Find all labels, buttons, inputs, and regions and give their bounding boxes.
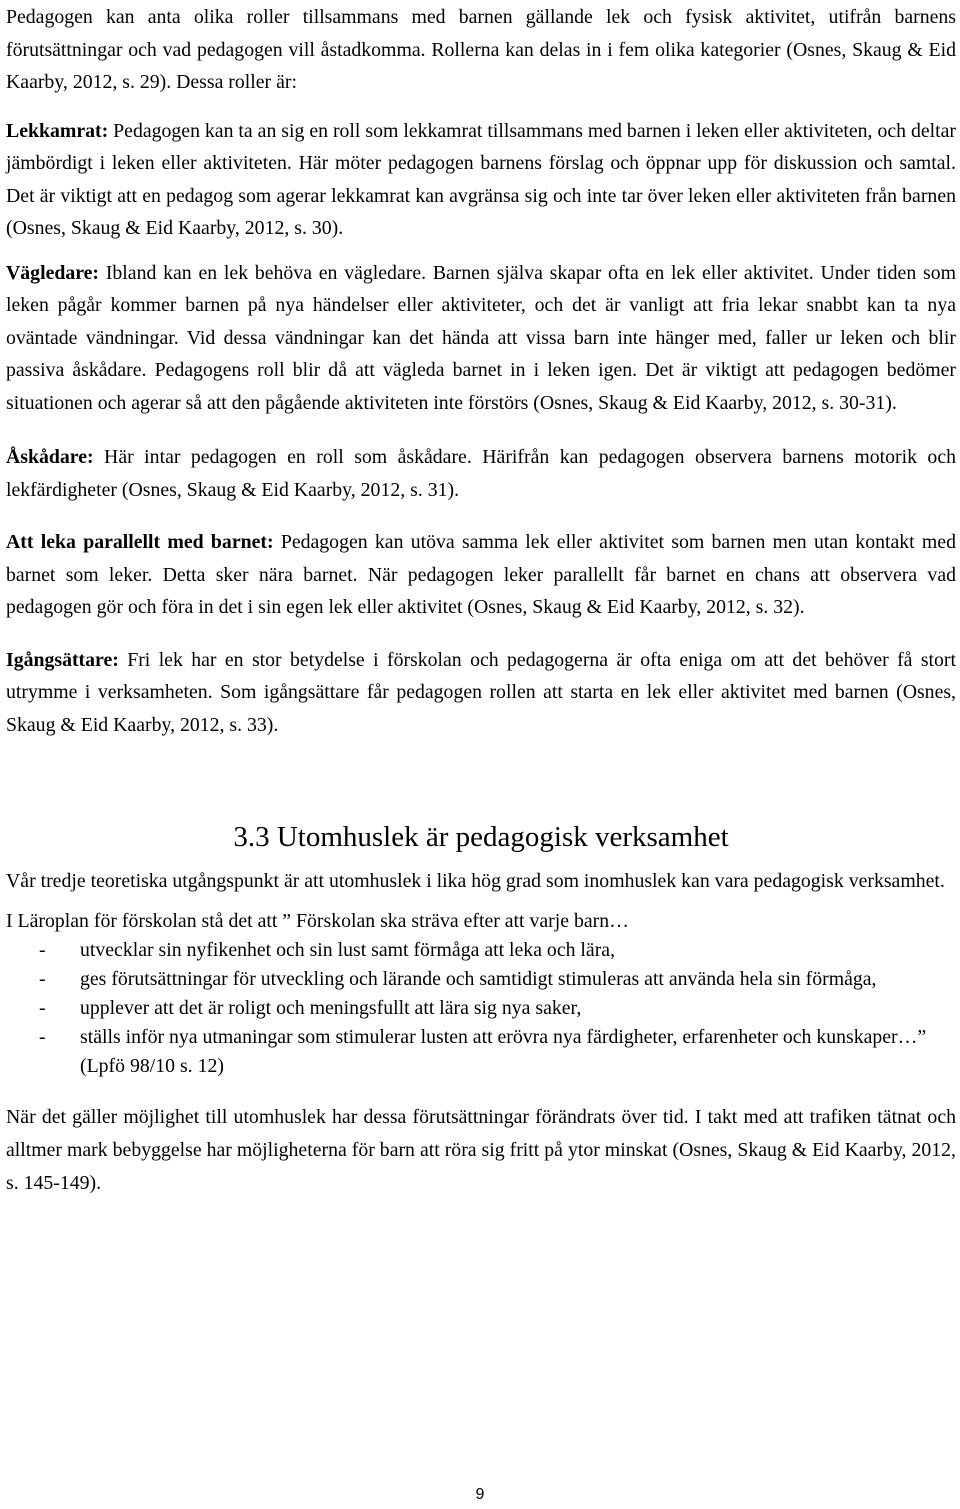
role-term: Vägledare:	[6, 261, 100, 284]
section-heading: 3.3 Utomhuslek är pedagogisk verksamhet	[233, 821, 729, 853]
document-page	[6, 0, 956, 1200]
intro-paragraph: Pedagogen kan anta olika roller tillsammans med barnen gällande lek och fysisk aktivitet, utifrån barnens förutsättningar och vad pedagogen vill åstadkomma. Rollerna kan delas in i fem olika kategorier (Osnes, Skaug & Eid Kaarby, 2012, s. 29). Dessa roller är:	[6, 6, 956, 93]
page-number: 9	[475, 1486, 485, 1503]
list-item: - upplever att det är roligt och meningsfullt att lära sig nya saker,	[6, 994, 956, 1023]
list-item: - ges förutsättningar för utveckling och lärande och samtidigt stimuleras att använda hela sin förmåga,	[6, 965, 956, 994]
role-term: Att leka parallellt med barnet:	[6, 531, 274, 553]
role-text: Ibland kan en lek behöva en vägledare. Barnen själva skapar ofta en lek eller aktivitet. Under tiden som leken pågår kommer barnen på nya händelser eller aktiviteter, och det är vanligt att fria lekar snabbt kan ta nya oväntade vändningar. Vid dessa vändningar kan det hända att vissa barn inte hänger med, faller ur leken och blir passiva åskådare. Pedagogens roll blir då att vägleda barnet in i leken igen. Det är viktigt att pedagogen bedömer situationen och agerar så att den pågående aktiviteten inte förstörs (Osnes, Skaug & Eid Kaarby, 2012, s. 30-31).	[6, 261, 956, 414]
role-text: Pedagogen kan utöva samma lek eller aktivitet som barnen men utan kontakt med barnet som leker. Detta sker nära barnet. När pedagogen leker parallellt får barnet en chans att observera vad pedagogen gör och föra in det i sin egen lek eller aktivitet (Osnes, Skaug & Eid Kaarby, 2012, s. 32).	[6, 531, 956, 618]
list-item: - ställs inför nya utmaningar som stimulerar lusten att erövra nya färdigheter, erfarenheter och kunskaper…” (Lpfö 98/10 s. 12)	[6, 1023, 956, 1081]
curriculum-goal-list	[6, 936, 956, 1081]
list-item: - utvecklar sin nyfikenhet och sin lust samt förmåga att leka och lära,	[6, 936, 956, 965]
role-term: Lekkamrat:	[6, 119, 109, 142]
role-text: Pedagogen kan ta an sig en roll som lekkamrat tillsammans med barnen i leken eller aktiviteten, och deltar jämbördigt i leken eller aktiviteten. Här möter pedagogen barnens förslag och öppnar upp för diskussion och samtal. Det är viktigt att en pedagog som agerar lekkamrat kan avgränsa sig och inte tar över leken eller aktiviteten från barnen (Osnes, Skaug & Eid Kaarby, 2012, s. 30).	[6, 119, 956, 239]
section-paragraph: Vår tredje teoretiska utgångspunkt är att utomhuslek i lika hög grad som inomhuslek kan vara pedagogisk verksamhet.	[6, 870, 945, 892]
closing-paragraph: När det gäller möjlighet till utomhuslek har dessa förutsättningar förändrats över tid. I takt med att trafiken tätnat och alltmer mark bebyggelse har möjligheterna för barn att röra sig fritt på ytor minskat (Osnes, Skaug & Eid Kaarby, 2012, s. 145-149).	[6, 1106, 956, 1194]
role-igangsattare	[6, 644, 956, 742]
curriculum-quote-intro: I Läroplan för förskolan stå det att ” Förskolan ska sträva efter att varje barn…	[6, 910, 629, 932]
role-text: Här intar pedagogen en roll som åskådare. Härifrån kan pedagogen observera barnens motorik och lekfärdigheter (Osnes, Skaug & Eid Kaarby, 2012, s. 31).	[6, 446, 956, 501]
role-term: Åskådare:	[6, 446, 94, 468]
role-vagledare	[6, 257, 956, 420]
role-parallellt	[6, 526, 956, 624]
role-term: Igångsättare:	[6, 648, 119, 671]
role-lekkamrat	[6, 115, 956, 245]
role-askadare	[6, 441, 956, 506]
role-text: Fri lek har en stor betydelse i förskolan och pedagogerna är ofta eniga om att det behöver få stort utrymme i verksamheten. Som igångsättare får pedagogen rollen att starta en lek eller aktivitet med barnen (Osnes, Skaug & Eid Kaarby, 2012, s. 33).	[6, 648, 956, 736]
